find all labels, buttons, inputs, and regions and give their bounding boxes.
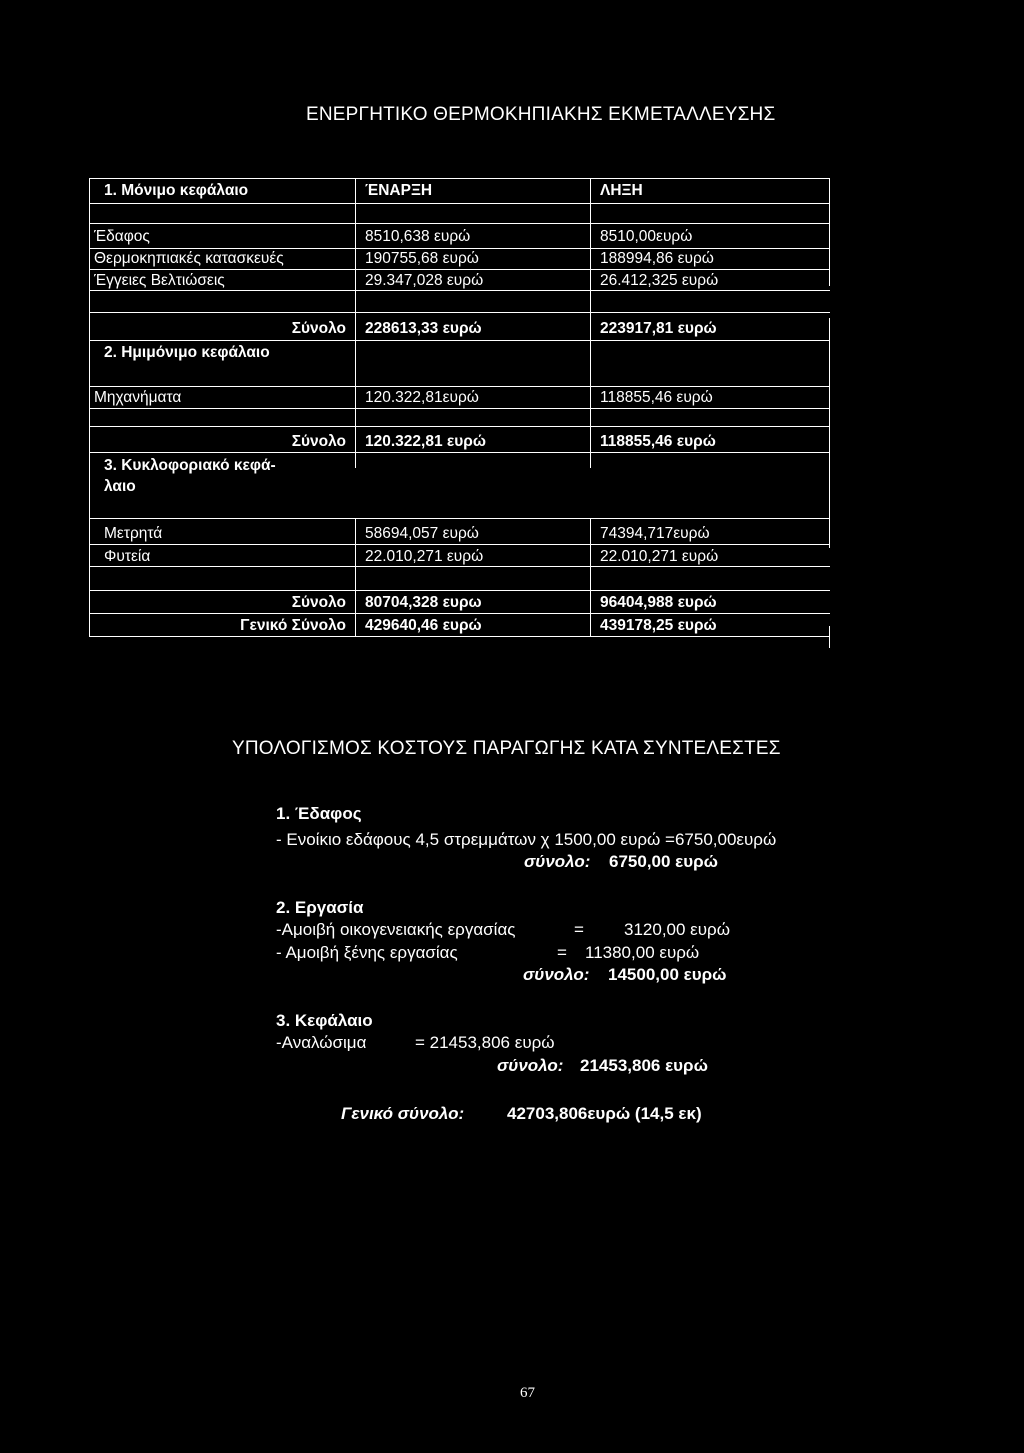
section-working-capital-cont: λαιο xyxy=(104,478,136,495)
table-col-divider-2a xyxy=(590,178,591,468)
labor-family-label: -Αμοιβή οικογενειακής εργασίας xyxy=(276,920,516,939)
table-border-right-2 xyxy=(829,318,830,548)
land-heading: 1. Έδαφος xyxy=(276,804,362,823)
row-line xyxy=(89,452,830,453)
page-number: 67 xyxy=(520,1385,535,1401)
section-semi-fixed-capital: 2. Ημιμόνιμο κεφάλαιο xyxy=(104,344,270,361)
row-line xyxy=(89,290,830,291)
section-fixed-capital: 1. Μόνιμο κεφάλαιο xyxy=(104,182,249,199)
labor-hired-label: - Αμοιβή ξένης εργασίας xyxy=(276,943,458,962)
table-col-divider-1b xyxy=(355,518,356,636)
row-label: Θερμοκηπιακές κατασκευές xyxy=(94,250,284,267)
row-start-value: 190755,68 ευρώ xyxy=(365,250,479,267)
row-end-value: 188994,86 ευρώ xyxy=(600,250,714,267)
row-line xyxy=(89,636,830,637)
subtotal-label: Σύνολο xyxy=(291,320,346,337)
row-line xyxy=(89,269,830,270)
land-total-value: 6750,00 ευρώ xyxy=(609,852,719,871)
subtotal-end-value: 96404,988 ευρώ xyxy=(600,594,717,611)
capital-total-value: 21453,806 ευρώ xyxy=(580,1056,708,1075)
land-total-label: σύνολο: xyxy=(524,852,591,871)
row-line xyxy=(89,408,830,409)
row-line xyxy=(89,312,830,313)
row-start-value: 22.010,271 ευρώ xyxy=(365,548,484,565)
row-label: Φυτεία xyxy=(104,548,151,565)
grand-total-start-value: 429640,46 ευρώ xyxy=(365,617,482,634)
labor-total-value: 14500,00 ευρώ xyxy=(608,965,727,984)
subtotal-start-value: 80704,328 ευρω xyxy=(365,594,482,611)
labor-hired-equals: = xyxy=(557,943,567,962)
column-header-start: ΈΝΑΡΞΗ xyxy=(365,182,433,199)
capital-total-label: σύνολο: xyxy=(497,1056,564,1075)
row-line xyxy=(89,613,830,614)
subtotal-start-value: 228613,33 ευρώ xyxy=(365,320,482,337)
capital-heading: 3. Κεφάλαιο xyxy=(276,1011,373,1030)
row-line xyxy=(89,544,830,545)
section-working-capital: 3. Κυκλοφοριακό κεφά- xyxy=(104,457,276,474)
labor-hired-value: 11380,00 ευρώ xyxy=(585,943,700,962)
row-line xyxy=(89,386,830,387)
grand-total-label: Γενικό Σύνολο xyxy=(240,617,346,634)
table-border-top xyxy=(89,178,830,179)
labor-heading: 2. Εργασία xyxy=(276,898,364,917)
table-col-divider-2b xyxy=(590,518,591,636)
row-label: Έδαφος xyxy=(94,228,150,245)
labor-family-equals: = xyxy=(574,920,584,939)
page-title: ΕΝΕΡΓΗΤΙΚΟ ΘΕΡΜΟΚΗΠΙΑΚΗΣ ΕΚΜΕΤΑΛΛΕΥΣΗΣ xyxy=(306,104,776,125)
row-line xyxy=(89,518,830,519)
row-end-value: 22.010,271 ευρώ xyxy=(600,548,719,565)
table-col-divider-1a xyxy=(355,178,356,468)
row-line xyxy=(89,203,830,204)
subtotal-label: Σύνολο xyxy=(291,433,346,450)
row-end-value: 74394,717ευρώ xyxy=(600,525,710,542)
row-line xyxy=(89,566,830,567)
row-label: Μηχανήματα xyxy=(94,389,182,406)
row-line xyxy=(89,590,830,591)
consumables-label: -Αναλώσιμα xyxy=(276,1033,367,1052)
row-start-value: 8510,638 ευρώ xyxy=(365,228,471,245)
grand-total-end-value: 439178,25 ευρώ xyxy=(600,617,717,634)
row-line xyxy=(89,248,830,249)
grand-cost-value: 42703,806ευρώ (14,5 εκ) xyxy=(507,1104,702,1123)
row-line xyxy=(89,223,830,224)
consumables-value: = 21453,806 ευρώ xyxy=(415,1033,555,1052)
row-line xyxy=(89,340,830,341)
row-start-value: 58694,057 ευρώ xyxy=(365,525,479,542)
row-line xyxy=(89,426,830,427)
row-end-value: 118855,46 ευρώ xyxy=(600,389,713,406)
grand-cost-label: Γενικό σύνολο: xyxy=(341,1104,465,1123)
subtotal-label: Σύνολο xyxy=(291,594,346,611)
labor-total-label: σύνολο: xyxy=(523,965,590,984)
row-end-value: 8510,00ευρώ xyxy=(600,228,693,245)
row-label: Έγγειες Βελτιώσεις xyxy=(94,272,225,289)
table-border-right-3 xyxy=(829,626,830,648)
subtotal-end-value: 118855,46 ευρώ xyxy=(600,433,716,450)
row-start-value: 29.347,028 ευρώ xyxy=(365,272,484,289)
row-label: Μετρητά xyxy=(104,525,163,542)
row-end-value: 26.412,325 ευρώ xyxy=(600,272,719,289)
row-start-value: 120.322,81ευρώ xyxy=(365,389,479,406)
subtotal-end-value: 223917,81 ευρώ xyxy=(600,320,717,337)
table-border-left xyxy=(89,178,90,636)
labor-family-value: 3120,00 ευρώ xyxy=(624,920,730,939)
column-header-end: ΛΗΞΗ xyxy=(600,182,643,199)
subtotal-start-value: 120.322,81 ευρώ xyxy=(365,433,486,450)
cost-section-title: ΥΠΟΛΟΓΙΣΜΟΣ ΚΟΣΤΟΥΣ ΠΑΡΑΓΩΓΗΣ ΚΑΤΑ ΣΥΝΤΕΛΕΣΤΕΣ xyxy=(232,738,781,759)
land-rent-line: - Ενοίκιο εδάφους 4,5 στρεμμάτων χ 1500,00 ευρώ =6750,00ευρώ xyxy=(276,830,777,849)
